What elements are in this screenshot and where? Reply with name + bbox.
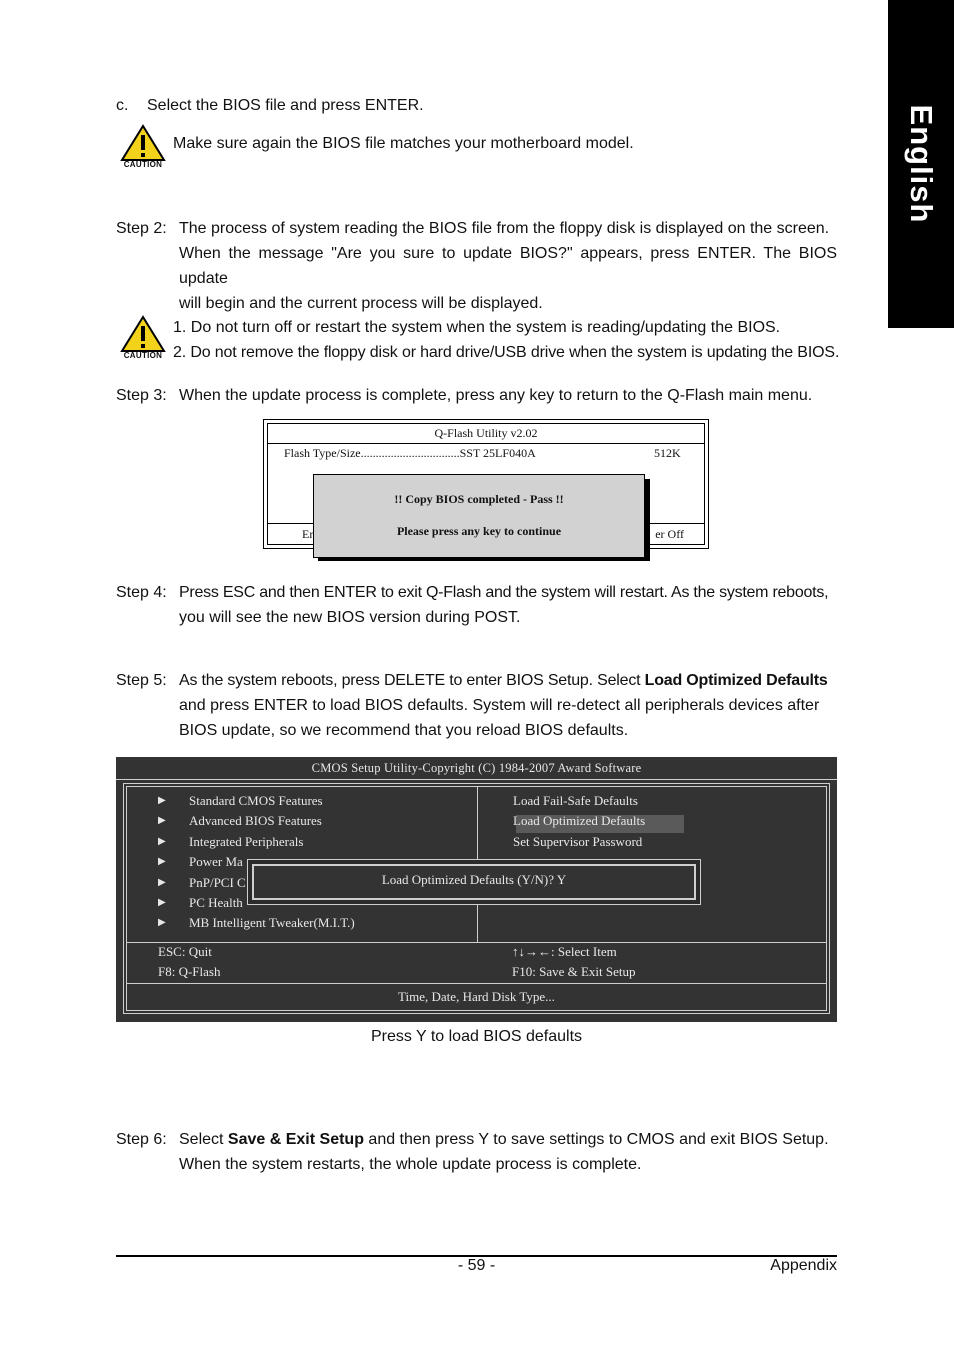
step2-line: The process of system reading the BIOS file from the floppy disk is displayed on the screen. — [179, 220, 830, 237]
menu-item-power-management[interactable]: Power Ma — [189, 854, 243, 869]
menu-item-load-optimized[interactable]: Load Optimized Defaults — [513, 813, 646, 828]
caution1-text: Make sure again the BIOS file matches your motherboard model. — [173, 135, 634, 152]
footer-f10-save-exit: F10: Save & Exit Setup — [512, 964, 636, 979]
step2-line: When the message "Are you sure to update BIOS?" appears, press ENTER. The BIOS update — [179, 245, 837, 287]
menu-arrow-icon: ▶ — [158, 917, 166, 928]
menu-item-standard-cmos[interactable]: Standard CMOS Features — [189, 793, 323, 808]
caution2-line: 1. Do not turn off or restart the system when the system is reading/updating the BIOS. — [173, 319, 781, 336]
step4-line: you will see the new BIOS version during POST. — [179, 609, 521, 626]
language-tab-label: English — [904, 104, 939, 224]
step4-body — [179, 580, 837, 630]
step2-body — [179, 216, 837, 316]
help-text: Time, Date, Hard Disk Type... — [398, 989, 555, 1004]
step6-line1-bold: Save & Exit Setup — [227, 1131, 364, 1148]
confirm-dialog-text[interactable]: Load Optimized Defaults (Y/N)? Y — [252, 864, 696, 900]
page-number: - 59 - — [457, 1257, 496, 1274]
step6-line2: When the system restarts, the whole update process is complete. — [179, 1156, 642, 1173]
step2-label: Step 2: — [116, 220, 167, 237]
caution-label: CAUTION — [123, 160, 163, 169]
menu-arrow-icon: ▶ — [158, 836, 166, 847]
step3-text: When the update process is complete, press any key to return to the Q-Flash main menu. — [179, 387, 813, 404]
step6-label: Step 6: — [116, 1131, 167, 1148]
qflash-bottom-right: er Off — [655, 527, 684, 541]
step5-line1-text: As the system reboots, press DELETE to enter BIOS Setup. Select — [179, 672, 645, 689]
menu-arrow-icon: ▶ — [158, 877, 166, 888]
menu-arrow-icon: ▶ — [158, 897, 166, 908]
qflash-dialog-line2: Please press any key to continue — [396, 524, 562, 538]
step6-line1-text: Select — [179, 1131, 228, 1148]
caution-label: CAUTION — [123, 351, 163, 360]
step5-line: BIOS update, so we recommend that you reload BIOS defaults. — [179, 722, 629, 739]
menu-item-pc-health[interactable]: PC Health — [189, 895, 243, 910]
footer-select-item: ↑↓→←: Select Item — [512, 944, 617, 959]
menu-item-integrated-peripherals[interactable]: Integrated Peripherals — [189, 834, 304, 849]
menu-item-load-fail-safe[interactable]: Load Fail-Safe Defaults — [513, 793, 638, 808]
qflash-title: Q-Flash Utility v2.02 — [268, 424, 704, 444]
cmos-setup-screen — [116, 757, 837, 1022]
caution-icon — [120, 315, 166, 363]
menu-item-pnp-pci[interactable]: PnP/PCI C — [189, 875, 246, 890]
qflash-flash-size: 512K — [654, 446, 681, 460]
footer-esc-quit: ESC: Quit — [158, 944, 212, 959]
qflash-bottom-left: Er — [302, 527, 314, 541]
step5-label: Step 5: — [116, 672, 167, 689]
step6-body — [179, 1127, 837, 1177]
step3-label: Step 3: — [116, 387, 167, 404]
step6-line1-rest: and then press Y to save settings to CMOS and exit BIOS Setup. — [363, 1131, 829, 1148]
figure-caption: Press Y to load BIOS defaults — [370, 1028, 583, 1045]
step5-line: and press ENTER to load BIOS defaults. System will re-detect all peripherals devices after — [179, 697, 820, 714]
qflash-dialog-line1: !! Copy BIOS completed - Pass !! — [394, 492, 564, 506]
step5-line1-bold: Load Optimized Defaults — [644, 672, 828, 689]
menu-item-mit[interactable]: MB Intelligent Tweaker(M.I.T.) — [189, 915, 355, 930]
language-tab — [888, 0, 954, 328]
confirm-dialog — [247, 859, 701, 905]
caution2-text — [173, 315, 839, 365]
footer-f8-qflash: F8: Q-Flash — [158, 964, 221, 979]
cmos-title: CMOS Setup Utility-Copyright (C) 1984-2007 Award Software — [116, 757, 837, 780]
qflash-flash-type: Flash Type/Size.................................SST 25LF040A — [284, 446, 536, 460]
caution2-line: 2. Do not remove the floppy disk or hard drive/USB drive when the system is updating the BIOS. — [173, 344, 840, 361]
step-c-text: Select the BIOS file and press ENTER. — [147, 97, 424, 114]
menu-arrow-icon: ▶ — [158, 815, 166, 826]
menu-arrow-icon: ▶ — [158, 795, 166, 806]
step4-line: Press ESC and then ENTER to exit Q-Flash and the system will restart. As the system reboots, — [179, 584, 829, 601]
qflash-dialog — [313, 474, 645, 558]
step5-body — [179, 668, 837, 743]
caution-icon — [120, 124, 166, 172]
menu-item-advanced-bios[interactable]: Advanced BIOS Features — [189, 813, 322, 828]
menu-item-set-supervisor-password[interactable]: Set Supervisor Password — [513, 834, 643, 849]
footer-section: Appendix — [770, 1257, 837, 1274]
step2-line: will begin and the current process will be displayed. — [179, 295, 543, 312]
step4-label: Step 4: — [116, 584, 167, 601]
step-c-marker: c. — [116, 97, 129, 114]
menu-arrow-icon: ▶ — [158, 856, 166, 867]
